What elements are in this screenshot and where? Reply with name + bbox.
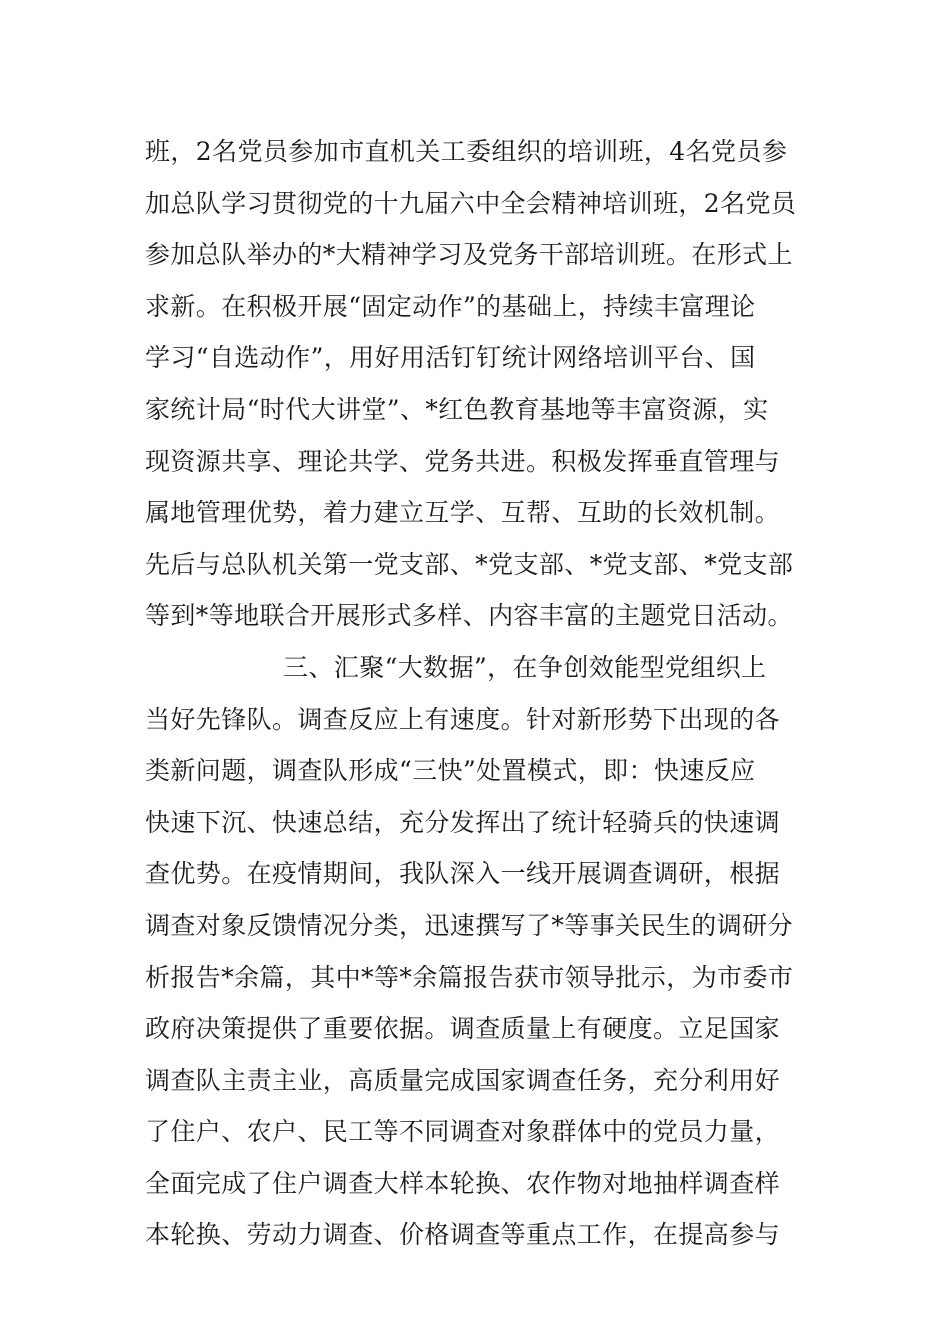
text-line: 先后与总队机关第一党支部、*党支部、*党支部、*党支部 xyxy=(145,549,794,579)
text-line: 学习“自选动作”，用好用活钉钉统计网络培训平台、国 xyxy=(145,343,756,373)
body-text xyxy=(145,126,815,1261)
text-line: 本轮换、劳动力调查、价格调查等重点工作，在提高参与 xyxy=(145,1220,781,1250)
text-line: 政府决策提供了重要依据。调查质量上有硬度。立足国家 xyxy=(145,1014,781,1044)
text-line: 全面完成了住户调查大样本轮换、农作物对地抽样调查样 xyxy=(145,1168,781,1198)
text-line: 等到*等地联合开展形式多样、内容丰富的主题党日活动。 xyxy=(145,601,793,631)
text-line: 参加总队举办的*大精神学习及党务干部培训班。在形式上 xyxy=(145,240,793,270)
text-line: 加总队学习贯彻党的十九届六中全会精神培训班，2名党员 xyxy=(145,188,797,218)
text-line: 析报告*余篇，其中*等*余篇报告获市领导批示，为市委市 xyxy=(145,962,794,992)
text-line: 调查队主责主业，高质量完成国家调查任务，充分利用好 xyxy=(145,1065,781,1095)
text-line: 查优势。在疫情期间，我队深入一线开展调查调研，根据 xyxy=(145,859,781,889)
text-line: 求新。在积极开展“固定动作”的基础上，持续丰富理论 xyxy=(145,291,756,321)
text-line: 当好先锋队。调查反应上有速度。针对新形势下出现的各 xyxy=(145,704,781,734)
text-line: 班，2名党员参加市直机关工委组织的培训班，4名党员参 xyxy=(145,137,788,166)
text-line: 调查对象反馈情况分类，迅速撰写了*等事关民生的调研分 xyxy=(145,910,793,940)
text-line: 家统计局“时代大讲堂”、*红色教育基地等丰富资源，实 xyxy=(145,394,769,424)
text-line: 类新问题，调查队形成“三快”处置模式，即：快速反应 xyxy=(145,756,756,786)
text-line: 快速下沉、快速总结，充分发挥出了统计轻骑兵的快速调 xyxy=(145,807,781,837)
text-line: 属地管理优势，着力建立互学、互帮、互助的长效机制。 xyxy=(145,498,781,528)
text-line: 现资源共享、理论共学、党务共进。积极发挥垂直管理与 xyxy=(145,446,781,476)
text-line: 了住户、农户、民工等不同调查对象群体中的党员力量， xyxy=(145,1117,781,1147)
section-heading-line: 三、汇聚“大数据”，在争创效能型党组织上 xyxy=(283,652,767,682)
